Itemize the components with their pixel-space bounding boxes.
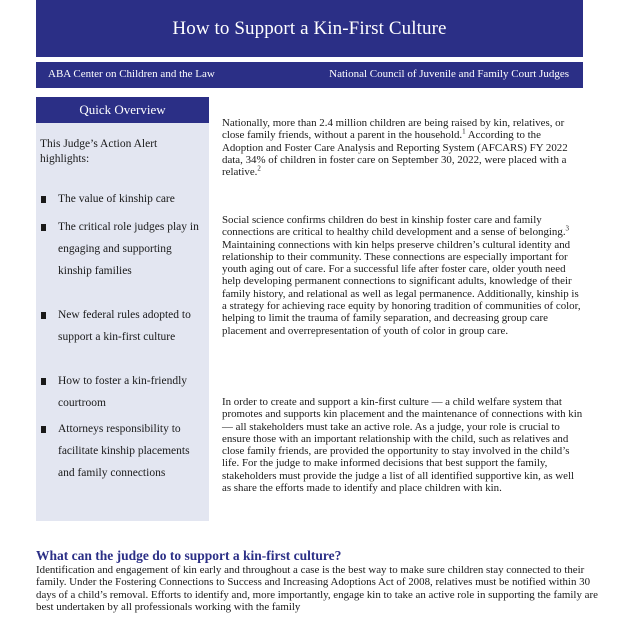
section-paragraph: Identification and engagement of kin early and throughout a case is the best way to make sure children stay connected to their family. Under the Fostering Connections to Success and Increasing Adoptions Act of 2008, relatives must be notified within 30 days of a child’s removal. Efforts to identify and, more importantly, engage kin to take an active role in supporting the family are best undertaken by all professionals working with the family — [36, 564, 598, 613]
document-title: How to Support a Kin-First Culture — [172, 18, 447, 39]
footnote-marker: 3 — [565, 224, 570, 233]
paragraph-text: Social science confirms children do best in kinship foster care and family connections are critical to healthy child development and a sense of belonging. — [222, 214, 566, 239]
highlight-text: Attorneys responsibility to facilitate kinship placements and family connections — [58, 423, 190, 479]
highlight-text: The value of kinship care — [58, 193, 175, 205]
paragraph-text: Nationally, more than 2.4 million children are being raised by kin, relatives, or close family friends, without a parent in the household. — [222, 117, 565, 142]
sidebar-title: Quick Overview — [36, 97, 209, 123]
quick-overview-sidebar — [36, 97, 209, 521]
aba-center-label: ABA Center on Children and the Law — [48, 68, 215, 80]
paragraph-kin-first-role: In order to create and support a kin-first culture — a child welfare system that promotes and supports kin placement and the maintenance of connections with kin — all stakeholders must take an active role. As a judge, your role is crucial to ensure those with an important relationship with the child, such as relatives and close family friends, are provided the opportunity to stay involved in the child’s life. For the judge to make informed decisions that best support the family, stakeholders must provide the judge a list of all identified supportive kin, as well as share the efforts made to identify and place children with kin. — [222, 396, 583, 495]
paragraph-text: Maintaining connections with kin helps preserve children’s cultural identity and relationship to their community. These connections are especially important for youth aging out of care. For a successful life after foster care, older youth need help developing permanent connections to significant adults, knowledge of their family history, and relational as well as legal permanence. Additionally, kinship is a strategy for achieving race equity by honoring tradition of communities of color, helping to limit the trauma of family separation, and decreasing group care placement and overrepresentation of youth of color in group care. — [222, 238, 581, 337]
organizations-bar — [36, 62, 583, 88]
footnote-marker: 1 — [462, 127, 466, 136]
square-bullet-icon — [41, 378, 46, 385]
paragraph-text: According to the Adoption and Foster Care Analysis and Reporting System (AFCARS) FY 2022 data, 34% of children in foster care on September 30, 2022, were placed with a relative. — [222, 129, 568, 179]
square-bullet-icon — [41, 312, 46, 319]
paragraph-social-science — [222, 214, 584, 337]
section-heading: What can the judge do to support a kin-first culture? — [36, 548, 342, 563]
paragraph-kinship-stats — [222, 117, 584, 178]
highlight-text: The critical role judges play in engaging and supporting kinship families — [58, 221, 199, 277]
ncjfcj-label: National Council of Juvenile and Family Court Judges — [329, 68, 569, 80]
square-bullet-icon — [41, 426, 46, 433]
footnote-marker: 2 — [257, 164, 261, 173]
highlight-text: New federal rules adopted to support a kin-first culture — [58, 309, 191, 343]
highlight-text: How to foster a kin-friendly courtroom — [58, 375, 188, 409]
sidebar-intro: This Judge’s Action Alert highlights: — [40, 138, 158, 165]
square-bullet-icon — [41, 196, 46, 203]
square-bullet-icon — [41, 224, 46, 231]
title-banner — [36, 0, 583, 57]
